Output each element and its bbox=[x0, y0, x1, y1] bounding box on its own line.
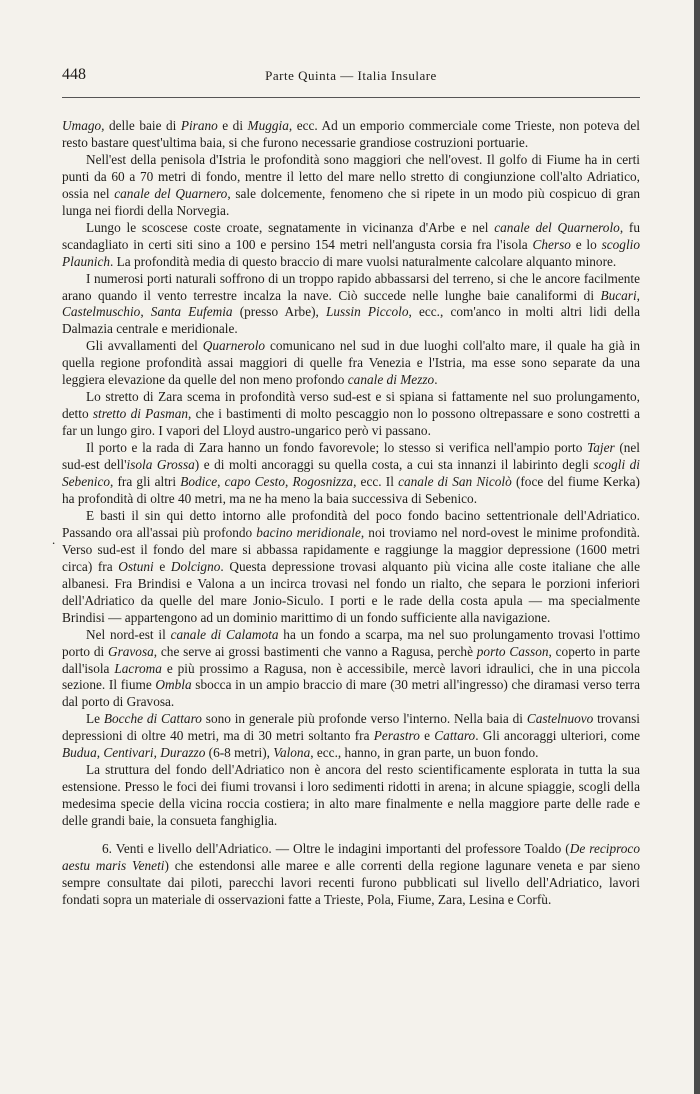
italic-text: Ostuni bbox=[118, 558, 154, 574]
italic-text: canale del Quarnero bbox=[114, 185, 228, 201]
paragraph bbox=[62, 508, 640, 627]
text-run: , bbox=[217, 474, 225, 490]
text-run: e bbox=[419, 728, 435, 744]
italic-text: Pirano bbox=[180, 118, 218, 133]
text-run: . Gli ancoraggi ulteriori, come bbox=[475, 728, 640, 744]
text-run: La struttura del fondo dell'Adriatico non è ancora del resto scientificamente esplorata in tutta la sua estensione. Presso le foci dei fiumi trovansi i loro sedimenti ridotti in arena; in alcune spiaggie, scogli della medesima specie della vicina roccia costiera; in alto mare finalmente e nella maggiore parte delle rade e delle grandi baie, la consueta fanghiglia. bbox=[62, 762, 640, 829]
paragraph bbox=[62, 338, 640, 389]
italic-text: canale di Mezzo bbox=[347, 372, 435, 388]
italic-text: capo Cesto bbox=[224, 474, 285, 490]
text-run: E basti il sin qui detto intorno alle profondità del poco fondo bacino settentrionale dell'Adriatico. Passando ora all'assai più profondo bbox=[62, 507, 640, 540]
text-run: sono in generale più profonde verso l'interno. Nella baia di bbox=[201, 711, 527, 727]
italic-text: Budua bbox=[62, 745, 97, 761]
text-run: Lungo le scoscese coste croate, segnatamente in vicinanza d'Arbe e nel bbox=[86, 219, 495, 235]
italic-text: Bucari bbox=[600, 287, 637, 303]
text-run: I numerosi porti naturali soffrono di un troppo rapido abbassarsi del terreno, si che le ancore facilmente arano quando il vento terrestre incalza la nave. Ciò succede nelle lunghe baie canaliformi di bbox=[62, 270, 640, 303]
italic-text: stretto di Pasman bbox=[92, 406, 189, 422]
text-run: 6. Venti e livello dell'Adriatico. — Oltre le indagini importanti del professore Toaldo ( bbox=[102, 841, 570, 857]
text-run: . Questa depressione trovasi alquanto più vicina alle coste italiane che alle albanesi. Fra Brindisi e Valona a un incirca trovasi nel fondo un rialto, che separa le porzioni inferiori dell'Adriatico da quelle del mare Jonio-Siculo. I porti e le rade della costa apula — ma specialmente Brindisi — appartengono ad un dominio marittimo di un fondo sufficiente alla navigazione. bbox=[62, 558, 640, 625]
italic-text: Castelnuovo bbox=[526, 711, 594, 727]
italic-text: Lussin Piccolo bbox=[326, 304, 409, 320]
text-run: ha un fondo a scarpa, ma nel suo prolungamento trovasi l'ottimo porto di bbox=[62, 626, 640, 659]
italic-text: scogli di Sebenico bbox=[62, 457, 640, 490]
italic-text: Dolcigno bbox=[170, 558, 221, 574]
text-run: e di bbox=[217, 118, 248, 133]
paragraph bbox=[62, 627, 640, 712]
text-run: . La profondità media di questo braccio di mare vuolsi naturalmente calcolare alquanto minore. bbox=[110, 253, 617, 269]
running-head: Parte Quinta — Italia Insulare bbox=[265, 68, 437, 83]
paragraph bbox=[62, 711, 640, 762]
italic-text: Perastro bbox=[373, 728, 420, 744]
text-run: , bbox=[140, 304, 151, 320]
italic-text: canale di Calamota bbox=[170, 626, 279, 642]
text-run: , bbox=[96, 745, 104, 761]
text-run: , ecc., hanno, in gran parte, un buon fondo. bbox=[310, 745, 539, 761]
text-run: (6-8 metri), bbox=[205, 745, 274, 761]
text-run: Il porto e la rada di Zara hanno un fondo favorevole; lo stesso si verifica nell'ampio porto bbox=[86, 440, 588, 456]
italic-text: Cattaro bbox=[434, 728, 476, 744]
text-run: comunicano nel sud in due luoghi coll'alto mare, il quale ha già in quella regione profondità assai maggiori di quelle fra Venezia e l'Istria, ma esse sono separate da una leggiera elevazione da quelle del non meno profondo bbox=[62, 338, 640, 388]
italic-text: Castelmuschio bbox=[62, 304, 141, 320]
italic-text: Tajer bbox=[587, 440, 615, 456]
italic-text: porto Casson bbox=[476, 643, 549, 659]
text-run: e bbox=[153, 558, 171, 574]
body-text bbox=[62, 118, 640, 909]
text-run: , sale dolcemente, fenomeno che si ripete in un modo più cospicuo di gran lunga nei fiordi della Norvegia. bbox=[62, 185, 640, 218]
italic-text: Bodice bbox=[180, 474, 218, 490]
text-run: (nel sud-est dell' bbox=[62, 440, 640, 473]
text-run: . bbox=[434, 372, 438, 388]
italic-text: Gravosa bbox=[107, 643, 154, 659]
text-run: , ecc., com'anco in molti altri lidi della Dalmazia centrale e meridionale. bbox=[62, 304, 640, 337]
italic-text: Quarnerolo bbox=[202, 338, 266, 354]
italic-text: Centivari bbox=[103, 745, 154, 761]
italic-text: Muggia bbox=[247, 118, 289, 133]
text-run: Le bbox=[86, 711, 104, 727]
page-header bbox=[62, 66, 640, 88]
italic-text: Durazzo bbox=[160, 745, 206, 761]
text-run: e più prossimo a Ragusa, non è accessibile, mercè lavori idraulici, che in una piccola sezione. Il fiume bbox=[62, 660, 640, 693]
italic-text: canale del Quarnerolo bbox=[494, 219, 620, 235]
text-run: Lo stretto di Zara scema in profondità verso sud-est e si spiana si fattamente nel suo prolungamento, detto bbox=[62, 389, 640, 422]
italic-text: bacino meridionale bbox=[256, 524, 361, 540]
text-run: ) e di molti ancoraggi su quella costa, a cui sta innanzi il labirinto degli bbox=[194, 457, 594, 473]
text-run: , fu scandagliato in certi siti sino a 100 e persino 154 metri nell'angusta corsia fra l'isola bbox=[62, 219, 640, 252]
italic-text: Santa Eufemia bbox=[150, 304, 233, 320]
text-run: Nel nord-est il bbox=[86, 626, 171, 642]
text-run: (foce del fiume Kerka) ha profondità di oltre 40 metri, ma ne ha meno la baia successiva di Sebenico. bbox=[62, 474, 640, 506]
paragraph bbox=[62, 440, 640, 508]
paragraph bbox=[62, 152, 640, 220]
text-run: , coperto in parte dall'isola bbox=[62, 643, 640, 676]
header-rule bbox=[62, 97, 640, 98]
italic-text: Umago, bbox=[62, 118, 105, 133]
text-run: , che i bastimenti di molto pescaggio non lo possono oltrepassare e sono costretti a far un lungo giro. I vapori del Lloyd austro-ungarico però vi passano. bbox=[62, 406, 640, 439]
paragraph bbox=[62, 118, 640, 152]
italic-text: Cherso bbox=[532, 236, 571, 252]
text-run: , bbox=[636, 287, 640, 303]
paragraph bbox=[62, 220, 640, 271]
page-number: 448 bbox=[62, 66, 86, 83]
italic-text: canale di San Nicolò bbox=[398, 474, 512, 490]
margin-mark: . bbox=[52, 532, 56, 547]
section-paragraph bbox=[62, 841, 640, 909]
italic-text: De reciproco aestu maris Veneti bbox=[62, 841, 640, 873]
text-run: Nell'est della penisola d'Istria le profondità sono maggiori che nell'ovest. Il golfo di Fiume ha in certi punti da 60 a 70 metri di fondo, mentre il letto del mare nello stretto di congiunzione coll'alto Adriatico, ossia nel bbox=[62, 151, 640, 201]
text-run: delle baie di bbox=[104, 118, 181, 133]
italic-text: Ombla bbox=[155, 677, 192, 693]
scan-edge bbox=[694, 0, 700, 1094]
text-run: trovansi depressioni di oltre 40 metri, ma di 30 metri soltanto fra bbox=[62, 711, 640, 744]
text-run: , ecc. Il bbox=[353, 474, 399, 490]
text-run: , bbox=[153, 745, 161, 761]
italic-text: Lacroma bbox=[114, 660, 162, 676]
text-run: (presso Arbe), bbox=[232, 304, 326, 320]
text-run: e lo bbox=[570, 236, 602, 252]
text-run: sbocca in un ampio braccio di mare (30 metri all'ingresso) che diramasi verso terra dal porto di Gravosa. bbox=[62, 677, 640, 710]
paragraph bbox=[62, 271, 640, 339]
text-run: , ecc. Ad un emporio commerciale come Trieste, non poteva del resto bastare quest'ultima baia, si che furono necessarie grandiose costruzioni portuarie. bbox=[62, 118, 640, 150]
text-run: , fra gli altri bbox=[110, 474, 181, 490]
italic-text: Bocche di Cattaro bbox=[103, 711, 202, 727]
paragraph bbox=[62, 762, 640, 830]
text-run: , bbox=[284, 474, 293, 490]
italic-text: Rogosnizza bbox=[292, 474, 354, 490]
italic-text: isola Grossa bbox=[126, 457, 195, 473]
text-run: Gli avvallamenti del bbox=[86, 338, 203, 354]
text-run: ) che estendonsi alle maree e alle correnti della regione lagunare veneta e par sieno sempre consultate dai piloti, parecchi lavori recenti furono pubblicati sul livello dell'Adriatico, lavori fondati sopra un materiale di osservazioni fatte a Trieste, Pola, Fiume, Zara, Lesina e Corfù. bbox=[62, 857, 640, 907]
paragraph bbox=[62, 389, 640, 440]
text-run: , che serve ai grossi bastimenti che vanno a Ragusa, perchè bbox=[153, 643, 477, 659]
italic-text: Valona bbox=[273, 745, 311, 761]
italic-text: scoglio Plaunich bbox=[62, 236, 640, 269]
text-run: , noi troviamo nel nord-ovest le minime profondità. Verso sud-est il fondo del mare si abbassa rapidamente e raggiunge la maggior depressione (1600 metri circa) fra bbox=[62, 524, 640, 574]
